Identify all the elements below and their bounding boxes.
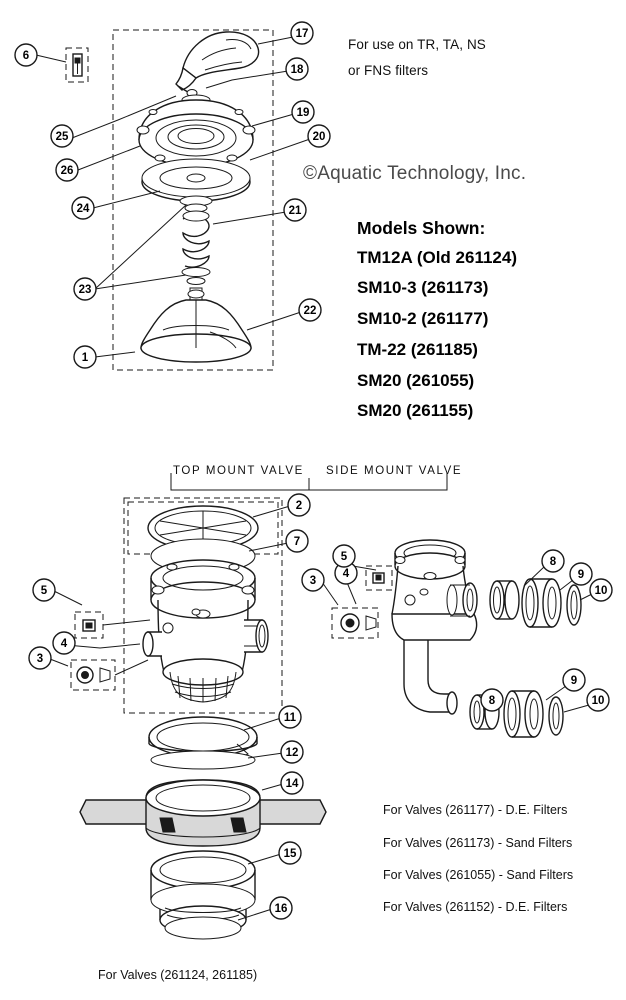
svg-text:21: 21 <box>288 205 302 217</box>
svg-text:8: 8 <box>549 556 557 568</box>
models-shown-heading: Models Shown: <box>357 218 486 238</box>
diverter-rotor-part <box>141 288 251 362</box>
valve-port-left <box>143 632 162 656</box>
diverter-seal-part <box>142 159 250 201</box>
callout-12 <box>281 741 303 763</box>
side-mount-valve-label: SIDE MOUNT VALVE <box>326 465 463 477</box>
callout-22 <box>299 299 321 321</box>
union-assembly-upper <box>490 579 581 627</box>
side-mount-valve-body <box>392 540 477 714</box>
clip-part-6 <box>66 48 88 82</box>
callout-5-side <box>333 545 355 567</box>
model-line-1: TM12A (Old 261124) <box>357 248 517 267</box>
model-line-6: SM20 (261155) <box>357 401 474 420</box>
svg-text:25: 25 <box>55 131 69 143</box>
svg-text:22: 22 <box>303 305 317 317</box>
callout-18 <box>286 58 308 80</box>
small-part-box-5-side <box>366 566 392 590</box>
svg-text:8: 8 <box>488 695 496 707</box>
model-line-5: SM20 (261055) <box>357 371 475 390</box>
top-mount-valve-label: TOP MOUNT VALVE <box>173 465 304 477</box>
valve-note-1: For Valves (261177) - D.E. Filters <box>383 803 568 817</box>
svg-text:5: 5 <box>40 585 48 597</box>
callout-9-upper <box>570 563 592 585</box>
model-line-4: TM-22 (261185) <box>357 340 478 359</box>
callout-19 <box>292 101 314 123</box>
svg-text:26: 26 <box>60 165 74 177</box>
valve-note-2: For Valves (261173) - Sand Filters <box>383 836 573 850</box>
top-use-note-line2: or FNS filters <box>348 63 429 78</box>
callout-16 <box>270 897 292 919</box>
callout-3-left <box>29 647 51 669</box>
bottom-note: For Valves (261124, 261185) <box>98 968 258 982</box>
svg-text:19: 19 <box>296 107 310 119</box>
svg-text:9: 9 <box>577 569 585 581</box>
callout-8-upper <box>542 550 564 572</box>
svg-text:3: 3 <box>309 575 317 587</box>
top-mount-valve-body <box>143 560 268 702</box>
callout-20 <box>308 125 330 147</box>
spring-part <box>183 211 209 267</box>
valve-handle-part <box>176 32 259 90</box>
callout-25 <box>51 125 73 147</box>
svg-text:20: 20 <box>312 131 326 143</box>
valve-note-3: For Valves (261055) - Sand Filters <box>383 868 574 882</box>
small-part-box-3-4-left <box>71 660 115 690</box>
svg-text:7: 7 <box>293 536 301 548</box>
svg-text:1: 1 <box>81 352 89 364</box>
callout-5-left <box>33 579 55 601</box>
callout-17 <box>291 22 313 44</box>
valve-note-4: For Valves (261152) - D.E. Filters <box>383 900 568 914</box>
svg-text:24: 24 <box>76 203 90 215</box>
tailpiece-part <box>151 851 255 939</box>
callout-23 <box>74 278 96 300</box>
callout-10-lower <box>587 689 609 711</box>
svg-text:11: 11 <box>283 712 297 724</box>
svg-text:3: 3 <box>36 653 44 665</box>
callout-9-lower <box>563 669 585 691</box>
svg-text:4: 4 <box>342 568 350 580</box>
small-part-box-3-4-side <box>332 608 378 638</box>
svg-text:9: 9 <box>570 675 578 687</box>
callout-4-left <box>53 632 75 654</box>
svg-text:12: 12 <box>285 747 299 759</box>
callout-15 <box>279 842 301 864</box>
top-use-note-line1: For use on TR, TA, NS <box>348 37 486 52</box>
callout-26 <box>56 159 78 181</box>
svg-text:6: 6 <box>22 50 30 62</box>
valve-port-right <box>244 620 268 652</box>
svg-text:10: 10 <box>591 695 605 707</box>
callout-6 <box>15 44 37 66</box>
svg-text:15: 15 <box>283 848 297 860</box>
callout-bubbles <box>15 22 612 919</box>
svg-text:4: 4 <box>60 638 68 650</box>
model-line-3: SM10-2 (261177) <box>357 309 489 328</box>
svg-text:18: 18 <box>290 64 304 76</box>
callout-24 <box>72 197 94 219</box>
svg-text:14: 14 <box>285 778 299 790</box>
callout-11 <box>279 706 301 728</box>
callout-10-upper <box>590 579 612 601</box>
callout-2 <box>288 494 310 516</box>
oring-part-12 <box>151 751 255 769</box>
callout-14 <box>281 772 303 794</box>
model-line-2: SM10-3 (261173) <box>357 278 489 297</box>
callout-3-side <box>302 569 324 591</box>
svg-text:10: 10 <box>594 585 608 597</box>
small-part-box-5-left <box>75 612 103 638</box>
watermark: ©Aquatic Technology, Inc. <box>303 163 527 184</box>
svg-text:2: 2 <box>295 500 303 512</box>
svg-text:23: 23 <box>78 284 92 296</box>
svg-text:16: 16 <box>274 903 288 915</box>
valve-cover-plate <box>137 95 255 169</box>
svg-text:5: 5 <box>340 551 348 563</box>
callout-21 <box>284 199 306 221</box>
callout-1 <box>74 346 96 368</box>
callout-8-lower <box>481 689 503 711</box>
svg-text:17: 17 <box>295 28 309 40</box>
washer-stack <box>180 196 212 212</box>
lower-washer-stack <box>182 268 210 285</box>
callout-7 <box>286 530 308 552</box>
